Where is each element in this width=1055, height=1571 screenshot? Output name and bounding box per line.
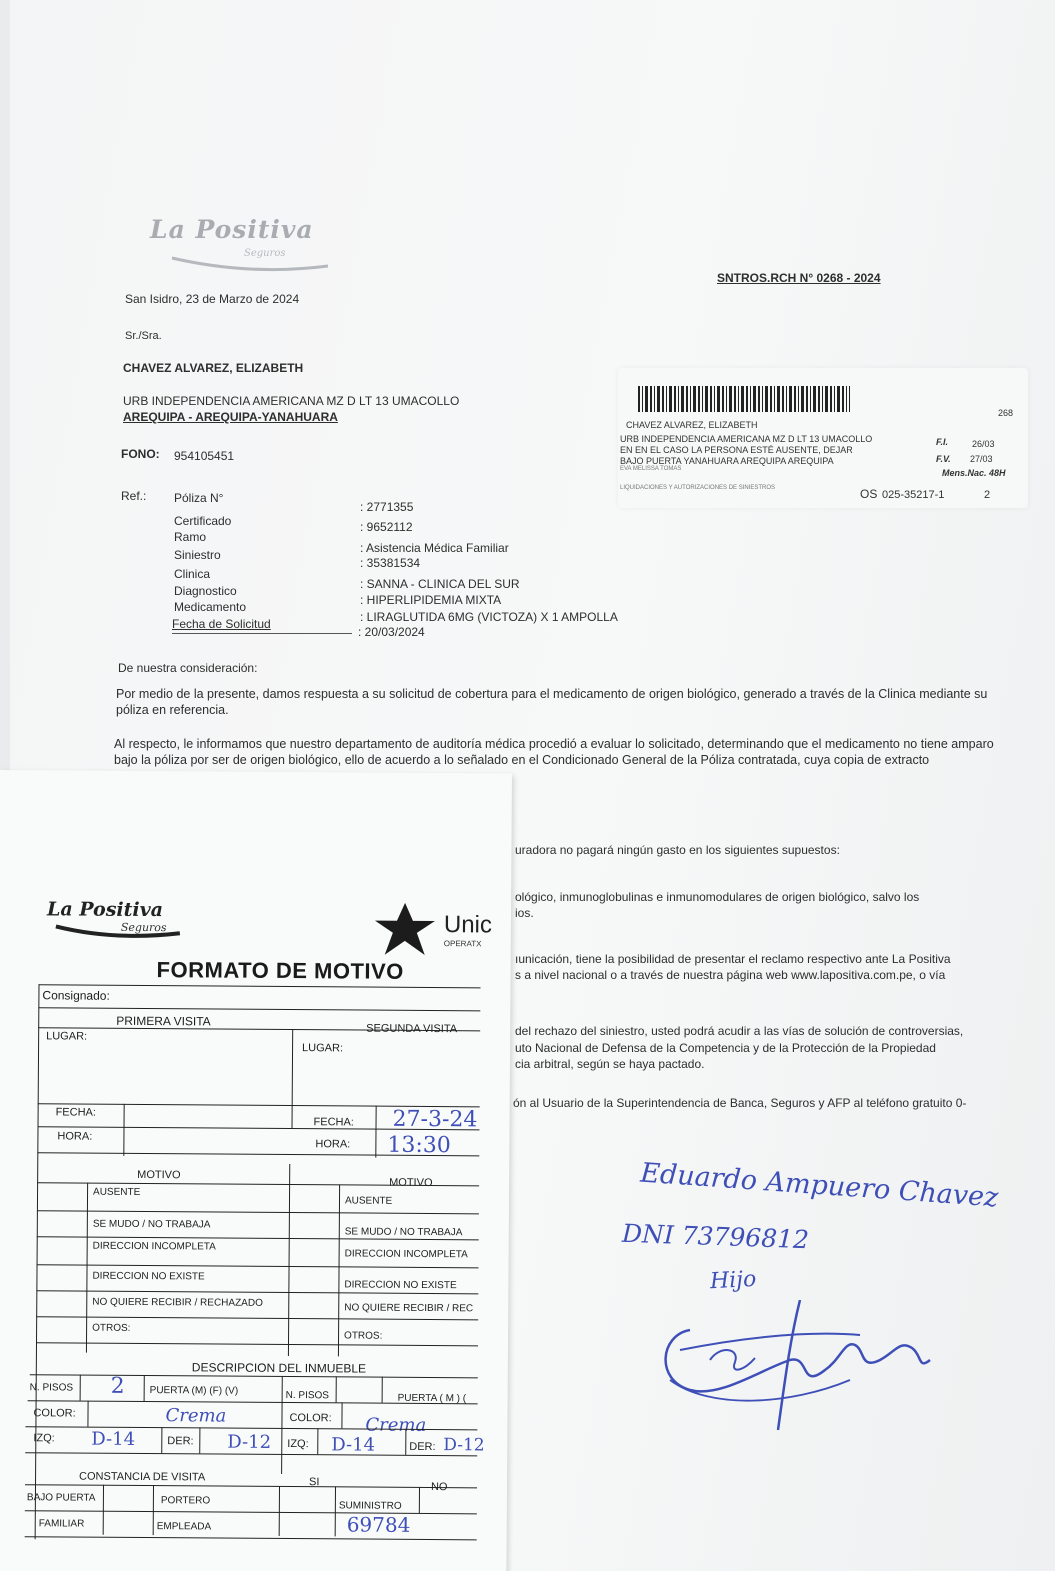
reason-other-1: OTROS: bbox=[92, 1322, 131, 1334]
reason-moved-1: SE MUDO / NO TRABAJA bbox=[92, 1218, 211, 1231]
time-label-2: HORA: bbox=[315, 1138, 351, 1151]
ref-value-certificado: : 9652112 bbox=[360, 520, 413, 534]
form-logo-swoosh bbox=[54, 920, 184, 949]
ref-label-medicamento: Medicamento bbox=[174, 600, 247, 614]
left-value-1: D-14 bbox=[91, 1428, 136, 1450]
ref-label-clinica: Clinica bbox=[174, 567, 211, 581]
stub-line-2: EN EN EL CASO LA PERSONA ESTÉ AUSENTE, DEJAR bbox=[620, 445, 853, 455]
ref-label: Ref.: bbox=[121, 489, 147, 503]
ref-value-fecha: : 20/03/2024 bbox=[358, 625, 425, 639]
paragraph-2: Al respecto, le informamos que nuestro departamento de auditoría médica procedió a evaluar lo solicitado, determinando que el medicamento no tiene amparo bajo la póliza por ser de origen biológico, ello de acuerdo a lo señalado en el Condicionado General de la Póliza contratada, cuya copia de extracto bbox=[114, 737, 994, 767]
form-title: FORMATO DE MOTIVO bbox=[156, 957, 404, 984]
delivery-label bbox=[618, 368, 1028, 508]
yes-label: SI bbox=[308, 1476, 320, 1489]
company-logo: La Positiva bbox=[150, 215, 314, 244]
reason-moved-2: SE MUDO / NO TRABAJA bbox=[344, 1226, 463, 1239]
stub-name: CHAVEZ ALVAREZ, ELIZABETH bbox=[626, 420, 758, 430]
logo-swoosh bbox=[170, 252, 330, 276]
color-label-1: COLOR: bbox=[33, 1407, 76, 1420]
stub-fi-value: 26/03 bbox=[972, 439, 995, 449]
address-line-2: AREQUIPA - AREQUIPA-YANAHUARA bbox=[123, 410, 338, 424]
paragraph-fragment-3a: ıunicación, tiene la posibilidad de presentar el reclamo respectivo ante La Positiva bbox=[515, 952, 951, 966]
door-label-1: PUERTA (M) (F) (V) bbox=[149, 1385, 239, 1397]
ref-label-ramo: Ramo bbox=[174, 530, 207, 544]
floors-label-1: N. PISOS bbox=[29, 1382, 74, 1394]
paragraph-fragment-5: ón al Usuario de la Superintendencia de Banca, Seguros y AFP al teléfono gratuito 0- bbox=[513, 1096, 967, 1110]
barcode bbox=[638, 386, 850, 412]
floors-value: 2 bbox=[110, 1373, 125, 1399]
reason-refused-1: NO QUIERE RECIBIR / RECHAZADO bbox=[92, 1296, 263, 1309]
stub-line-5: LIQUIDACIONES Y AUTORIZACIONES DE SINIESTROS bbox=[620, 485, 776, 491]
door-label-2: PUERTA ( M ) ( bbox=[397, 1392, 467, 1405]
reason-no-address-1: DIRECCION NO EXISTE bbox=[92, 1270, 205, 1283]
ref-label-diagnostico: Diagnostico bbox=[174, 584, 237, 598]
color-value-1: Crema bbox=[165, 1405, 227, 1427]
stub-mens: Mens.Nac. 48H bbox=[942, 468, 1006, 478]
letter-reference-code: SNTROS.RCH N° 0268 - 2024 bbox=[717, 271, 881, 285]
partner-star-icon bbox=[371, 901, 439, 959]
reason-incomplete-2: DIRECCION INCOMPLETA bbox=[344, 1248, 468, 1261]
phone-value: 954105451 bbox=[174, 449, 235, 463]
reason-absent-1: AUSENTE bbox=[93, 1186, 141, 1198]
partner-logo: Unic bbox=[443, 911, 493, 939]
paragraph-1: Por medio de la presente, damos respuesta a su solicitud de cobertura para el medicamento de origen biológico, generado a través de la Clinica mediante su póliza en referencia. bbox=[116, 687, 988, 717]
stub-os-value: 025-35217-1 bbox=[882, 489, 945, 501]
employee-label: EMPLEADA bbox=[156, 1521, 212, 1533]
handwritten-relation: Hijo bbox=[709, 1266, 757, 1295]
visit-reason-form bbox=[0, 770, 512, 1571]
phone-label: FONO: bbox=[121, 447, 160, 461]
letter-date: San Isidro, 23 de Marzo de 2024 bbox=[125, 292, 300, 306]
ref-label-certificado: Certificado bbox=[174, 514, 232, 528]
recipient-name: CHAVEZ ALVAREZ, ELIZABETH bbox=[123, 361, 304, 375]
reason-header-2: MOTIVO bbox=[389, 1176, 433, 1190]
left-label-1: IZQ: bbox=[33, 1432, 55, 1445]
ref-label-fecha: Fecha de Solicitud bbox=[172, 617, 271, 631]
reason-refused-2: NO QUIERE RECIBIR / REC bbox=[344, 1302, 474, 1315]
second-visit-time: 13:30 bbox=[387, 1132, 451, 1159]
stub-os-count: 2 bbox=[984, 489, 991, 501]
floors-label-2: N. PISOS bbox=[285, 1390, 330, 1402]
right-label-2: DER: bbox=[409, 1440, 436, 1454]
consignado-label: Consignado: bbox=[42, 988, 110, 1003]
form-logo-sub: Seguros bbox=[120, 920, 167, 935]
signature bbox=[650, 1300, 940, 1440]
stub-fv-label: F.V. bbox=[936, 454, 951, 464]
handwritten-name: Eduardo Ampuero Chavez bbox=[639, 1157, 1000, 1214]
ref-label-siniestro: Siniestro bbox=[174, 548, 221, 562]
salutation: Sr./Sra. bbox=[125, 330, 162, 342]
ref-value-poliza: : 2771355 bbox=[360, 500, 414, 514]
paragraph-fragment-4a: del rechazo del siniestro, usted podrá acudir a las vías de solución de controversias, bbox=[515, 1024, 964, 1038]
place-label-2: LUGAR: bbox=[302, 1042, 344, 1055]
stub-line-1: URB INDEPENDENCIA AMERICANA MZ D LT 13 UMACOLLO bbox=[620, 434, 873, 444]
color-value-2: Crema bbox=[365, 1414, 427, 1436]
stub-fv-value: 27/03 bbox=[970, 454, 993, 464]
left-label-2: IZQ: bbox=[287, 1438, 309, 1451]
right-value-2: D-12 bbox=[443, 1435, 485, 1456]
reason-header-1: MOTIVO bbox=[137, 1168, 181, 1182]
reason-other-2: OTROS: bbox=[344, 1330, 383, 1342]
second-visit-label: SEGUNDA VISITA bbox=[366, 1022, 458, 1036]
greeting: De nuestra consideración: bbox=[118, 661, 258, 675]
right-value-1: D-12 bbox=[227, 1431, 272, 1453]
ref-label-poliza: Póliza N° bbox=[174, 491, 224, 505]
paragraph-fragment-3b: s a nivel nacional o a través de nuestra página web www.lapositiva.com.pe, o vía bbox=[515, 968, 946, 982]
handwritten-dni: DNI 73796812 bbox=[621, 1218, 810, 1255]
under-door-label: BAJO PUERTA bbox=[26, 1492, 96, 1504]
left-value-2: D-14 bbox=[331, 1434, 376, 1456]
ref-underline bbox=[172, 633, 352, 634]
reason-absent-2: AUSENTE bbox=[344, 1195, 393, 1207]
stub-fi-label: F.I. bbox=[936, 437, 949, 447]
ref-value-ramo: : Asistencia Médica Familiar bbox=[360, 541, 509, 555]
second-visit-date: 27-3-24 bbox=[392, 1106, 478, 1133]
right-label-1: DER: bbox=[167, 1435, 194, 1448]
reason-no-address-2: DIRECCION NO EXISTE bbox=[344, 1279, 457, 1292]
ref-value-siniestro: : 35381534 bbox=[360, 556, 421, 570]
paragraph-fragment-1: uradora no pagará ningún gasto en los siguientes supuestos: bbox=[515, 843, 840, 857]
supply-number: 69784 bbox=[346, 1512, 411, 1537]
paragraph-fragment-4b: uto Nacional de Defensa de la Competencia y de la Protección de la Propiedad bbox=[515, 1041, 936, 1055]
no-label: NO bbox=[430, 1481, 448, 1494]
family-label: FAMILIAR bbox=[38, 1518, 85, 1530]
company-logo-sub: Seguros bbox=[244, 248, 286, 259]
address-line-1: URB INDEPENDENCIA AMERICANA MZ D LT 13 UMACOLLO bbox=[123, 394, 460, 408]
date-label-1: FECHA: bbox=[55, 1106, 96, 1119]
color-label-2: COLOR: bbox=[289, 1412, 332, 1425]
time-label-1: HORA: bbox=[57, 1130, 93, 1143]
paragraph-fragment-4c: cia arbitral, según se haya pactado. bbox=[515, 1057, 705, 1071]
visit-record-header: CONSTANCIA DE VISITA bbox=[79, 1470, 206, 1484]
place-label-1: LUGAR: bbox=[46, 1030, 88, 1043]
form-logo: La Positiva bbox=[46, 898, 164, 922]
paragraph-fragment-2b: ios. bbox=[515, 906, 534, 920]
partner-logo-sub: OPERATX bbox=[443, 939, 482, 949]
property-description-header: DESCRIPCION DEL INMUEBLE bbox=[191, 1360, 367, 1376]
date-label-2: FECHA: bbox=[313, 1116, 354, 1129]
reason-incomplete-1: DIRECCION INCOMPLETA bbox=[92, 1240, 216, 1253]
stub-line-4: EVA MELISSA TOMAS bbox=[620, 466, 682, 472]
stub-os-label: OS bbox=[860, 487, 878, 501]
paragraph-fragment-2a: ológico, inmunoglobulinas e inmunomodulares de origen biológico, salvo los bbox=[515, 890, 920, 904]
ref-value-diagnostico: : HIPERLIPIDEMIA MIXTA bbox=[360, 593, 502, 607]
doorman-label: PORTERO bbox=[160, 1495, 211, 1507]
ref-value-medicamento: : LIRAGLUTIDA 6MG (VICTOZA) X 1 AMPOLLA bbox=[360, 610, 618, 624]
stub-number: 268 bbox=[998, 408, 1014, 418]
supply-label: SUMINISTRO bbox=[338, 1500, 402, 1512]
stub-line-3: BAJO PUERTA YANAHUARA AREQUIPA AREQUIPA bbox=[620, 456, 834, 466]
ref-value-clinica: : SANNA - CLINICA DEL SUR bbox=[360, 577, 520, 591]
first-visit-label: PRIMERA VISITA bbox=[116, 1013, 211, 1029]
